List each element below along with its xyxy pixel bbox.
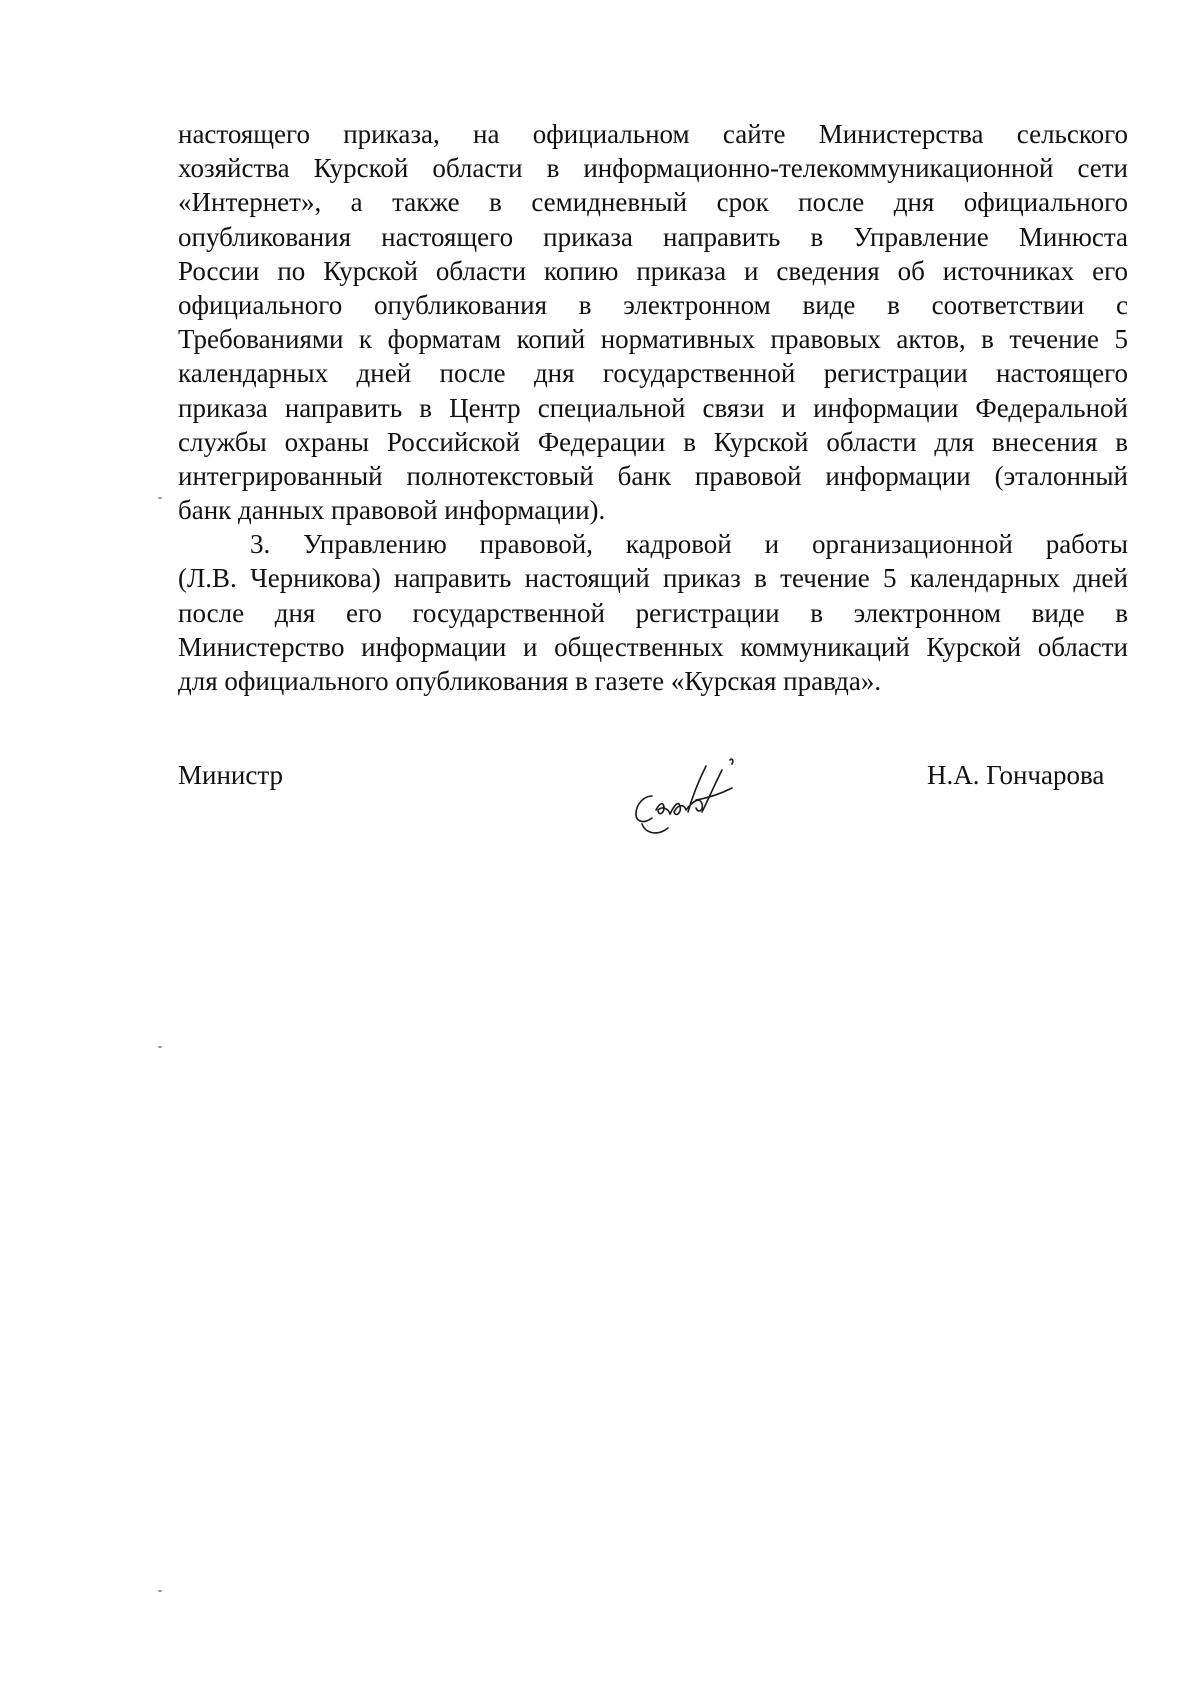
body-line: «Интернет», а также в семидневный срок после дня официального bbox=[178, 187, 1128, 218]
body-line: банк данных правовой информации). bbox=[178, 495, 606, 526]
body-line: России по Курской области копию приказа и сведения об источниках его bbox=[178, 255, 1128, 286]
body-line: службы охраны Российской Федерации в Курской области для внесения в bbox=[178, 426, 1128, 457]
scan-speck bbox=[158, 1590, 162, 1592]
body-line: интегрированный полнотекстовый банк правовой информации (эталонный bbox=[178, 460, 1128, 491]
body-line: опубликования настоящего приказа направить в Управление Минюста bbox=[178, 221, 1128, 252]
body-line: официального опубликования в электронном виде в соответствии с bbox=[178, 289, 1128, 320]
paragraph-3-first-line: 3. Управлению правовой, кадровой и организационной работы bbox=[250, 529, 1128, 560]
body-line: хозяйства Курской области в информационно-телекоммуникационной сети bbox=[178, 153, 1128, 184]
body-line: Министерство информации и общественных коммуникаций Курской области bbox=[178, 631, 1128, 662]
signatory-name: Н.А. Гончарова bbox=[927, 760, 1105, 790]
handwritten-signature bbox=[622, 752, 762, 848]
document-body bbox=[178, 117, 1128, 698]
signatory-title: Министр bbox=[178, 760, 283, 790]
body-line: приказа направить в Центр специальной связи и информации Федеральной bbox=[178, 392, 1128, 423]
scan-speck bbox=[158, 1046, 162, 1048]
scan-speck bbox=[158, 497, 162, 499]
body-line: Требованиями к форматам копий нормативных правовых актов, в течение 5 bbox=[178, 324, 1128, 355]
body-line: после дня его государственной регистрации в электронном виде в bbox=[178, 597, 1128, 628]
body-line: (Л.В. Черникова) направить настоящий приказ в течение 5 календарных дней bbox=[178, 563, 1128, 594]
body-line: настоящего приказа, на официальном сайте Министерства сельского bbox=[178, 119, 1128, 149]
body-line: для официального опубликования в газете «Курская правда». bbox=[178, 666, 882, 696]
body-line: календарных дней после дня государственной регистрации настоящего bbox=[178, 358, 1128, 389]
